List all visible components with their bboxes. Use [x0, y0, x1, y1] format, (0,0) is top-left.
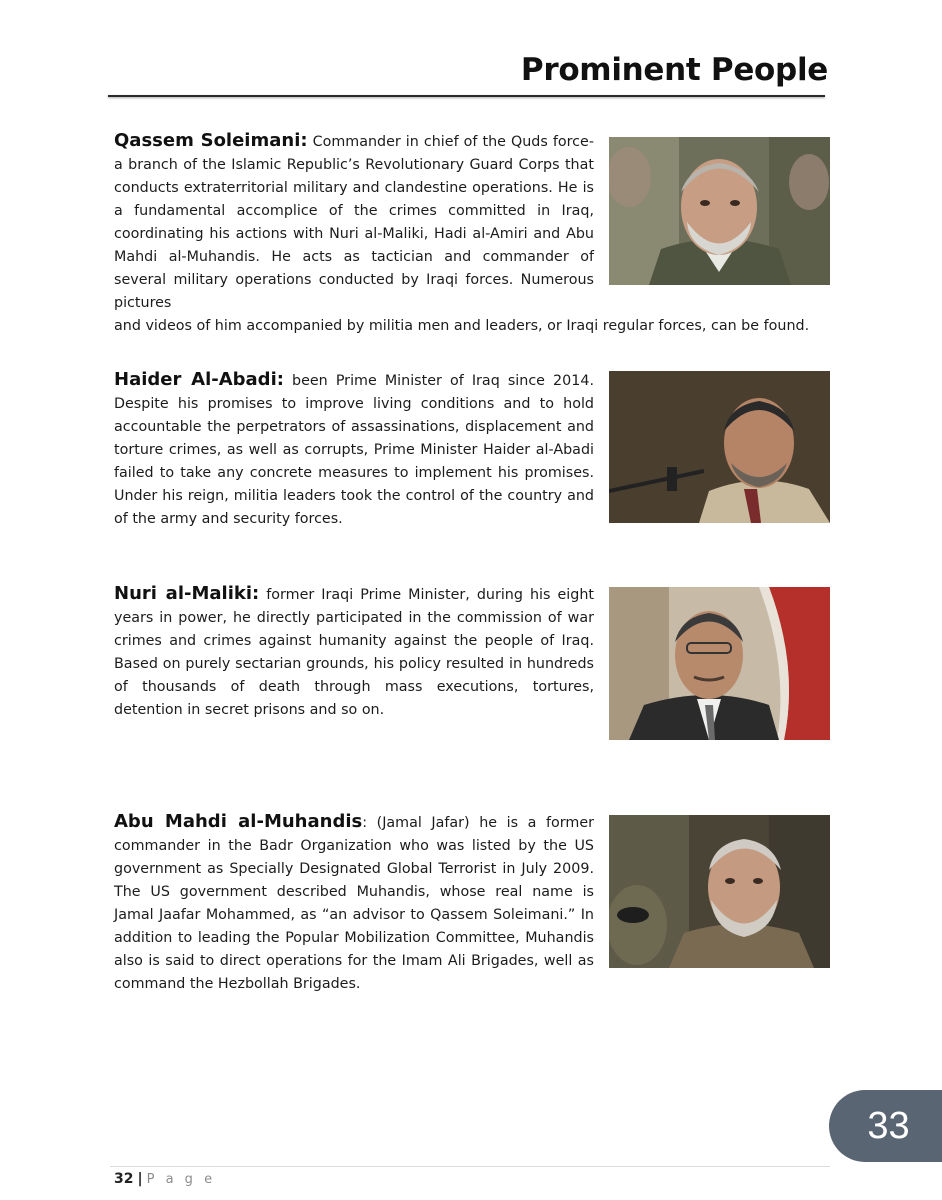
person-name: Abu Mahdi al-Muhandis	[114, 811, 363, 832]
page-title: Prominent People	[520, 52, 828, 88]
entry-text	[114, 368, 594, 531]
portrait-photo	[609, 371, 830, 523]
entry-body-tail: and videos of him accompanied by militia men and leaders, or Iraqi regular forces, can be found.	[114, 318, 810, 334]
entry-body: been Prime Minister of Iraq since 2014. Despite his promises to improve living conditions and to hold accountable the perpetrators of assassinations, displacement and torture crimes, as well as corrupts, Prime Minister Haider al-Abadi failed to take any concrete measures to implement his promises. Under his reign, militia leaders took the control of the country and of the army and security forces.	[114, 373, 594, 527]
entry-text	[114, 810, 594, 996]
entry-body: Commander in chief of the Quds force- a branch of the Islamic Republic’s Revolutionary Guard Corps that conducts extraterritorial military and clandestine operations. He is a fundamental accomplice of the crimes committed in Iraq, coordinating his actions with Nuri al-Maliki, Hadi al-Amiri and Abu Mahdi al-Muhandis. He acts as tactician and commander of several military operations conducted by Iraqi forces. Numerous pictures	[114, 134, 595, 311]
footer-page-label: P a g e	[146, 1172, 216, 1187]
entry-text	[114, 129, 810, 338]
footer-rule	[110, 1166, 830, 1167]
portrait-photo	[609, 587, 830, 740]
title-rule	[108, 95, 825, 97]
person-name: Haider Al-Abadi:	[114, 369, 284, 390]
page-number-tab: 33	[829, 1090, 942, 1162]
entry-body: : (Jamal Jafar) he is a former commander in the Badr Organization who was listed by the US government as Specially Designated Global Terrorist in July 2009. The US government described Muhandis, whose real name is Jamal Jaafar Mohammed, as “an advisor to Qassem Soleimani.” In addition to leading the Popular Mobilization Committee, Muhandis also is said to direct operations for the Imam Ali Brigades, well as command the Hezbollah Brigades.	[114, 815, 594, 992]
entry-muhandis	[114, 810, 830, 1000]
person-name: Qassem Soleimani:	[114, 130, 308, 151]
entry-abadi	[114, 368, 830, 528]
footer-page-number: 32	[114, 1171, 134, 1187]
entry-soleimani	[114, 129, 830, 334]
footer-separator: |	[137, 1171, 143, 1187]
portrait-photo	[609, 815, 830, 968]
entry-maliki	[114, 582, 830, 742]
portrait-photo	[609, 137, 830, 285]
person-name: Nuri al-Maliki:	[114, 583, 260, 604]
entry-text	[114, 582, 594, 722]
footer	[114, 1171, 216, 1187]
entry-body: former Iraqi Prime Minister, during his eight years in power, he directly participated in the commission of war crimes and crimes against humanity against the people of Iraq. Based on purely sectarian grounds, his policy resulted in hundreds of thousands of death through mass executions, tortures, detention in secret prisons and so on.	[114, 587, 594, 718]
